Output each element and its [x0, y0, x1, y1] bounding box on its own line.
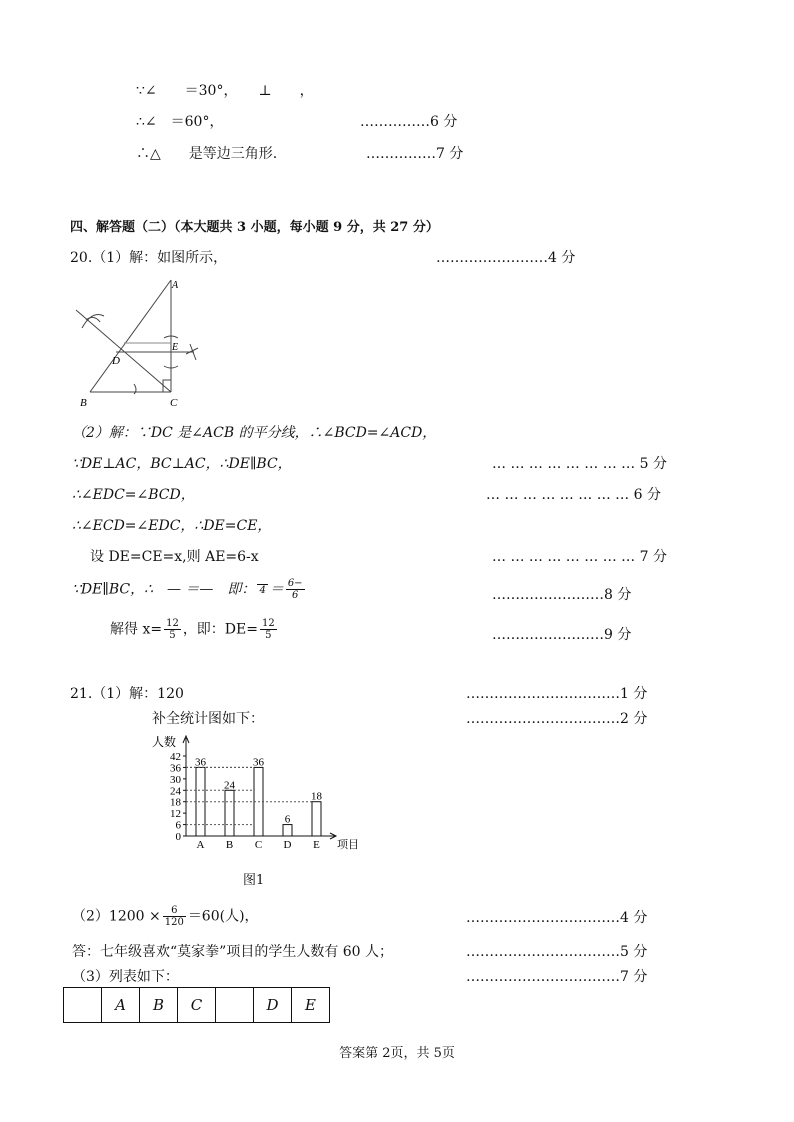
q20-part2-line5-score: … … … … … … … … 7 分 — [492, 549, 667, 565]
part2-fraction: $\frac{6}{120}$ — [164, 905, 184, 928]
line6-text: ∵DE∥BC，∴ — ＝— 即： — [72, 581, 256, 598]
y-tick-label: 24 — [170, 785, 181, 798]
q21-part2: （2）1200 × $\frac{6}{120}$ ＝60(人)， — [72, 905, 259, 928]
arc-2 — [82, 315, 104, 329]
proof-line-2-score: ……………6 分 — [360, 114, 458, 130]
proof-line-3: ∴△ 是等边三角形. — [136, 146, 278, 162]
q21-part1-score: ……………………………1 分 — [466, 686, 648, 702]
category-label: C — [254, 839, 263, 851]
geometry-figure — [72, 276, 212, 410]
y-tick-label: 42 — [170, 751, 181, 763]
y-tick-label: 30 — [170, 773, 181, 786]
table-cell: D — [254, 988, 292, 1023]
table-cell — [216, 988, 254, 1023]
q20-part1-score: ……………………4 分 — [436, 250, 576, 266]
label-B: B — [80, 397, 87, 409]
line6-eq: ＝ — [269, 581, 284, 598]
q20-part2-line2-score: … … … … … … … … 5 分 — [492, 456, 667, 472]
q20-part2-line7-score: ……………………9 分 — [492, 627, 632, 643]
label-C: C — [170, 397, 178, 409]
q21-part2-score: ……………………………4 分 — [466, 910, 648, 926]
q21-part1b-score: ……………………………2 分 — [466, 711, 648, 727]
q20-part1: 20.（1）解：如图所示， — [70, 250, 228, 266]
q20-part2-line2: ∵DE⊥AC，BC⊥AC，∴DE∥BC， — [72, 456, 292, 472]
table-cell: C — [178, 988, 216, 1023]
bar-value-label: 6 — [284, 813, 291, 826]
q21-part1: 21.（1）解：120 — [70, 686, 184, 702]
y-tick-label: 12 — [170, 808, 181, 821]
bar — [283, 825, 292, 836]
section-heading: 四、解答题（二）（本大题共 3 小题，每小题 9 分，共 27 分） — [70, 220, 439, 235]
list-table — [63, 987, 330, 1023]
q20-part2-line3: ∴∠EDC=∠BCD， — [72, 487, 195, 503]
bisector-CD — [76, 310, 171, 392]
proof-line-2: ∴∠ ＝60°， — [136, 114, 224, 130]
y-tick-label: 6 — [175, 819, 181, 832]
q20-part2-line4: ∴∠ECD=∠EDC，∴DE=CE， — [72, 518, 272, 534]
q21-answer-score: ……………………………5 分 — [466, 944, 648, 960]
table-cell: E — [292, 988, 330, 1023]
bar-value-label: 36 — [253, 756, 264, 769]
proof-line-1: ∵∠ ＝30°， ⊥ ， — [136, 83, 314, 99]
table-cell: B — [140, 988, 178, 1023]
line-BA — [90, 280, 171, 392]
page-footer: 答案第 2页，共 5页 — [339, 1046, 455, 1061]
category-label: B — [225, 839, 234, 851]
bar-value-label: 18 — [311, 790, 322, 803]
line7-fraction-1: $\frac{12}{5}$ — [166, 618, 179, 641]
q20-part2-line1: （2）解：∵DC 是∠ACB 的平分线，∴∠BCD=∠ACD， — [72, 425, 437, 441]
bar — [225, 790, 234, 836]
q21-part3: （3）列表如下： — [72, 969, 179, 985]
proof-line-3-score: ……………7 分 — [366, 146, 464, 162]
q20-part2-line3-score: … … … … … … … … 6 分 — [486, 487, 661, 503]
y-tick-label: 18 — [170, 796, 181, 809]
q21-part3-score: ……………………………7 分 — [466, 969, 648, 985]
category-label: D — [283, 839, 292, 851]
y-tick-label: 36 — [170, 762, 181, 775]
chart-caption: 图1 — [243, 873, 265, 888]
x-axis-label: 项目 — [337, 839, 359, 851]
y-axis-label: 人数 — [152, 735, 177, 749]
q20-part2-line6-score: ……………………8 分 — [492, 587, 632, 603]
label-A: A — [172, 280, 179, 291]
table-row — [64, 988, 330, 1023]
bar-value-label: 36 — [195, 756, 206, 769]
q20-part2-line6 — [72, 578, 307, 601]
bar-chart — [150, 732, 360, 856]
line7-fraction-2: $\frac{12}{5}$ — [262, 618, 275, 641]
q20-part2-line7: 解得 x= $\frac{12}{5}$ ，即：DE= $\frac{12}{5}$ — [110, 618, 275, 641]
category-label: A — [196, 839, 205, 851]
line6-fraction-2: $\frac{6-}{6}$ — [287, 578, 303, 601]
table-cell — [64, 988, 102, 1023]
category-label: E — [313, 839, 320, 851]
y-tick-label: 0 — [175, 831, 181, 843]
label-E: E — [172, 342, 179, 353]
bar — [312, 802, 321, 836]
q21-part1b: 补全统计图如下： — [152, 711, 264, 727]
table-cell: A — [102, 988, 140, 1023]
line6-fraction-1: 4 — [259, 584, 266, 596]
bar-value-label: 24 — [224, 779, 235, 792]
q20-part2-line5: 设 DE=CE=x,则 AE=6-x — [90, 549, 259, 565]
q21-answer: 答：七年级喜欢“莫家拳”项目的学生人数有 60 人； — [72, 944, 394, 960]
label-D: D — [112, 355, 120, 367]
